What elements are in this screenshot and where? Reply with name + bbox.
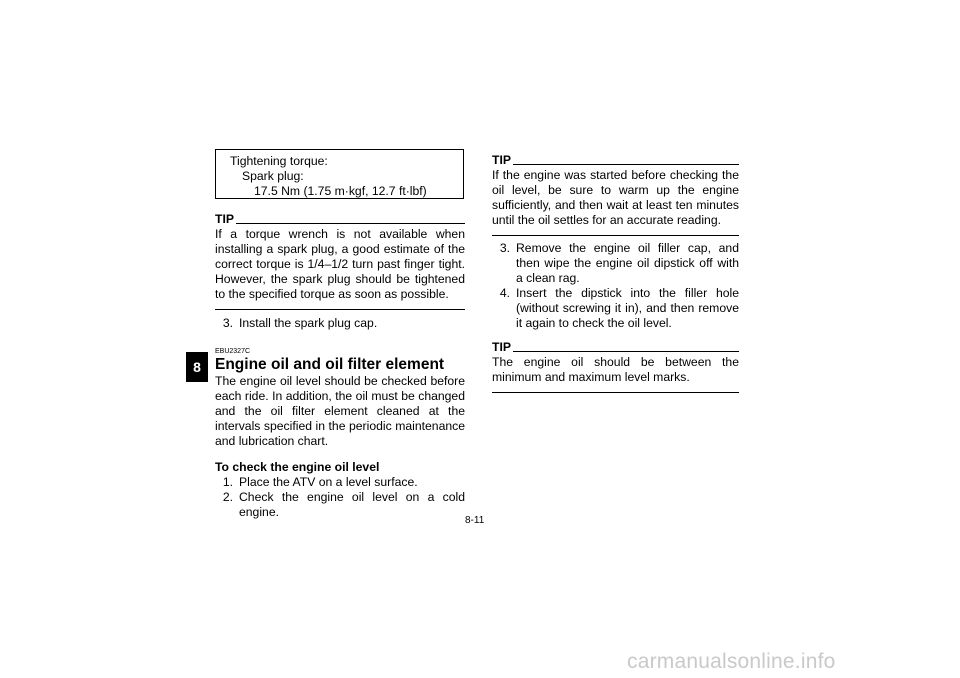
- section-title: Engine oil and oil filter element: [215, 356, 445, 373]
- page-number: 8-11: [465, 515, 485, 526]
- tip-rule: [513, 163, 739, 165]
- step-text: Install the spark plug cap.: [239, 316, 378, 330]
- torque-value: 17.5 Nm (1.75 m·kgf, 12.7 ft·lbf): [254, 184, 427, 198]
- tip-heading: [492, 153, 739, 168]
- tip-text: The engine oil should be between the minimum and maximum level marks.: [492, 355, 739, 384]
- list-item: [215, 490, 465, 520]
- step-number: 1.: [222, 475, 233, 489]
- tip-text: If a torque wrench is not available when installing a spark plug, a good estimate of the correct torque is 1/4–1/2 turn past finger tight. However, the spark plug should be tightened to the specified torque as soon as possible.: [215, 227, 465, 301]
- watermark: carmanualsonline.info: [627, 650, 836, 673]
- step-number: 3.: [499, 241, 510, 255]
- tip-end-rule: [492, 235, 739, 236]
- step-text: Insert the dipstick into the filler hole (without screwing it in), and then remove it again to check the oil level.: [516, 286, 739, 330]
- list-item: [215, 316, 465, 331]
- section-code: EBU2327C: [215, 348, 251, 355]
- section-paragraph: The engine oil level should be checked before each ride. In addition, the oil must be changed and the oil filter element cleaned at the intervals specified in the periodic maintenance and lubrication chart.: [215, 374, 465, 448]
- tip-heading: [492, 340, 739, 355]
- right-column: [492, 153, 739, 393]
- chapter-tab: 8: [186, 352, 208, 382]
- tip-rule: [236, 222, 465, 224]
- tip-label: TIP: [492, 340, 511, 354]
- tip-text: If the engine was started before checking the oil level, be sure to warm up the engine sufficiently, and then wait at least ten minutes until the oil settles for an accurate reading.: [492, 168, 739, 227]
- list-item: [492, 286, 739, 331]
- torque-label: Tightening torque:: [230, 154, 328, 168]
- tip-end-rule: [215, 309, 465, 310]
- tip-label: TIP: [215, 212, 234, 226]
- torque-spec-box: [215, 149, 464, 199]
- subheading: To check the engine oil level: [215, 460, 380, 474]
- tip-end-rule: [492, 392, 739, 393]
- step-number: 4.: [499, 286, 510, 300]
- tip-heading: [215, 212, 465, 227]
- left-column: [215, 212, 465, 520]
- list-item: [215, 475, 465, 490]
- step-number: 2.: [222, 490, 233, 504]
- step-text: Check the engine oil level on a cold engine.: [239, 490, 465, 519]
- torque-item: Spark plug:: [242, 169, 304, 183]
- tip-rule: [513, 350, 739, 352]
- step-text: Place the ATV on a level surface.: [239, 475, 418, 489]
- list-item: [492, 241, 739, 286]
- step-text: Remove the engine oil filler cap, and then wipe the engine oil dipstick off with a clean rag.: [516, 241, 739, 285]
- tip-label: TIP: [492, 153, 511, 167]
- step-number: 3.: [222, 316, 233, 330]
